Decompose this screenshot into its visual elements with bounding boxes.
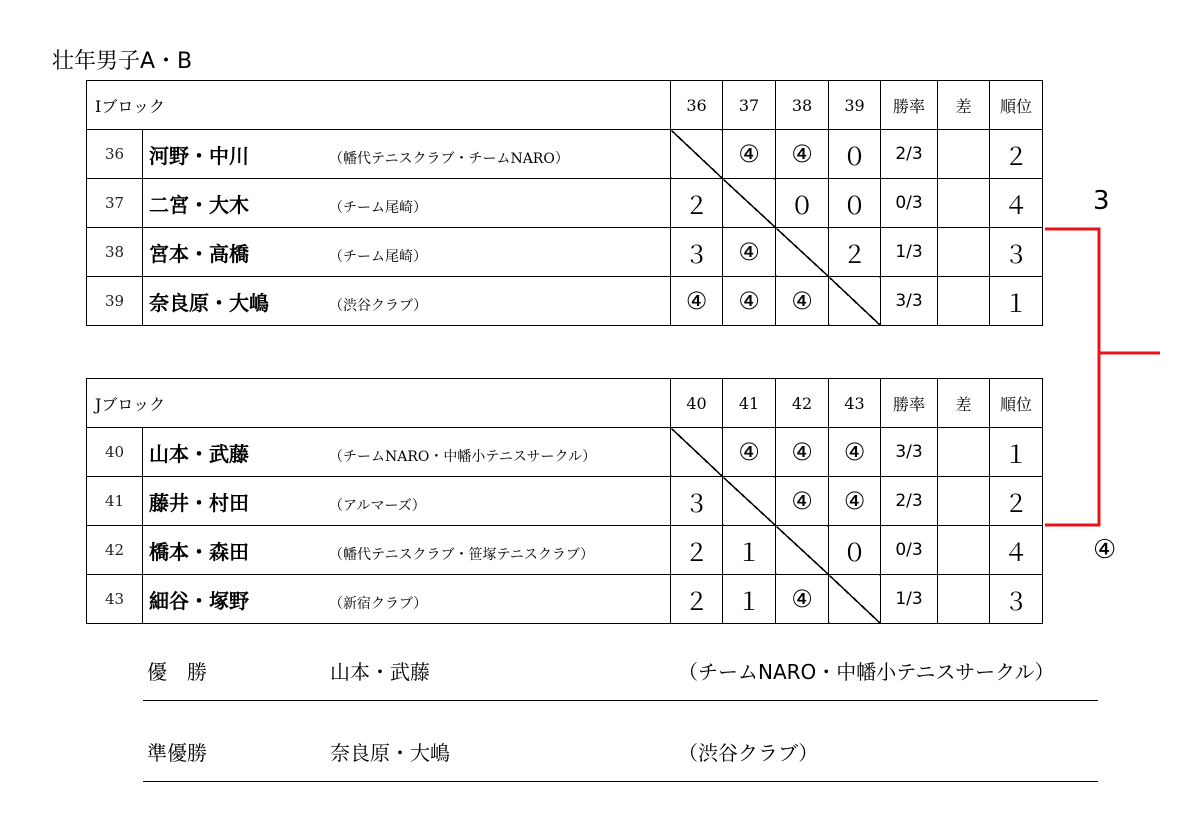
player-names: 橋本・森田: [149, 539, 249, 564]
score-cell: ０: [776, 179, 829, 228]
page-title: 壮年男子A・B: [52, 49, 193, 74]
header-col-4: 39: [829, 81, 881, 130]
header-diff: 差: [938, 379, 990, 428]
header-col-3: 42: [776, 379, 829, 428]
score-cell: ④: [776, 575, 829, 624]
player-names: 藤井・村田: [149, 490, 249, 515]
entry-number: 39: [87, 277, 143, 326]
club-name: （幡代テニスクラブ・笹塚テニスクラブ）: [329, 546, 595, 563]
player-names: 山本・武藤: [149, 441, 249, 466]
score-cell: ④: [829, 477, 881, 526]
header-col-2: 41: [723, 379, 776, 428]
score-cell: ３: [671, 228, 723, 277]
score-cell: ０: [829, 526, 881, 575]
rank-cell: １: [990, 428, 1043, 477]
club-name: （アルマーズ）: [329, 497, 426, 514]
entry-number: 41: [87, 477, 143, 526]
block-name: Jブロック: [87, 379, 671, 428]
rank-cell: ２: [990, 477, 1043, 526]
score-cell: ④: [723, 277, 776, 326]
final-score-top: 3: [1093, 186, 1110, 216]
header-win-rate: 勝率: [881, 379, 938, 428]
score-cell: ④: [776, 428, 829, 477]
rank-cell: ４: [990, 179, 1043, 228]
score-cell: ④: [776, 477, 829, 526]
entry-number: 43: [87, 575, 143, 624]
rank-cell: ３: [990, 575, 1043, 624]
bracket-winner-path: [1045, 353, 1160, 525]
score-cell: ３: [671, 477, 723, 526]
score-cell: ④: [671, 277, 723, 326]
player-names: 細谷・塚野: [149, 588, 249, 613]
result-name: 山本・武藤: [330, 660, 430, 684]
score-cell: ④: [723, 228, 776, 277]
header-win-rate: 勝率: [881, 81, 938, 130]
score-cell: ④: [776, 277, 829, 326]
result-club: （渋谷クラブ）: [678, 741, 819, 765]
club-name: （チーム尾崎）: [329, 248, 427, 265]
header-col-3: 38: [776, 81, 829, 130]
player-names: 二宮・大木: [149, 192, 249, 217]
header-col-2: 37: [723, 81, 776, 130]
rank-cell: ２: [990, 130, 1043, 179]
entry-number: 38: [87, 228, 143, 277]
result-label: 優 勝: [147, 660, 207, 684]
score-cell: １: [723, 526, 776, 575]
score-cell: ④: [776, 130, 829, 179]
player-names: 奈良原・大嶋: [149, 290, 269, 315]
club-name: （チームNARO・中幡小テニスサークル）: [329, 448, 597, 465]
score-cell: １: [723, 575, 776, 624]
score-cell: ④: [829, 428, 881, 477]
club-name: （幡代テニスクラブ・チームNARO）: [329, 150, 569, 167]
player-names: 河野・中川: [149, 143, 249, 168]
header-rank: 順位: [990, 81, 1043, 130]
entry-number: 36: [87, 130, 143, 179]
club-name: （チーム尾崎）: [329, 199, 427, 216]
header-diff: 差: [938, 81, 990, 130]
win-rate-cell: 3/3: [881, 428, 938, 477]
rank-cell: １: [990, 277, 1043, 326]
result-club: （チームNARO・中幡小テニスサークル）: [678, 660, 1055, 684]
score-cell: ２: [829, 228, 881, 277]
rank-cell: ４: [990, 526, 1043, 575]
bracket-loser-path: [1045, 229, 1099, 353]
score-cell: ④: [723, 130, 776, 179]
entry-number: 42: [87, 526, 143, 575]
score-cell: ０: [829, 130, 881, 179]
score-cell: ２: [671, 179, 723, 228]
header-col-4: 43: [829, 379, 881, 428]
result-label: 準優勝: [147, 741, 207, 765]
final-score-bottom: ④: [1093, 535, 1117, 565]
score-cell: ２: [671, 526, 723, 575]
club-name: （新宿クラブ）: [329, 595, 428, 612]
win-rate-cell: 2/3: [881, 130, 938, 179]
score-cell: ０: [829, 179, 881, 228]
win-rate-cell: 1/3: [881, 575, 938, 624]
result-name: 奈良原・大嶋: [330, 741, 450, 765]
score-cell: ④: [723, 428, 776, 477]
rank-cell: ３: [990, 228, 1043, 277]
player-names: 宮本・高橋: [149, 241, 249, 266]
runner-up-row: [143, 725, 1098, 782]
results-section: [143, 644, 1098, 782]
block-name: Ⅰブロック: [87, 81, 671, 130]
winner-row: [143, 644, 1098, 701]
win-rate-cell: 3/3: [881, 277, 938, 326]
win-rate-cell: 0/3: [881, 526, 938, 575]
header-col-1: 40: [671, 379, 723, 428]
club-name: （渋谷クラブ）: [329, 297, 428, 314]
entry-number: 37: [87, 179, 143, 228]
win-rate-cell: 1/3: [881, 228, 938, 277]
win-rate-cell: 2/3: [881, 477, 938, 526]
win-rate-cell: 0/3: [881, 179, 938, 228]
score-cell: ２: [671, 575, 723, 624]
header-col-1: 36: [671, 81, 723, 130]
entry-number: 40: [87, 428, 143, 477]
header-rank: 順位: [990, 379, 1043, 428]
bracket-line: [1045, 229, 1099, 525]
